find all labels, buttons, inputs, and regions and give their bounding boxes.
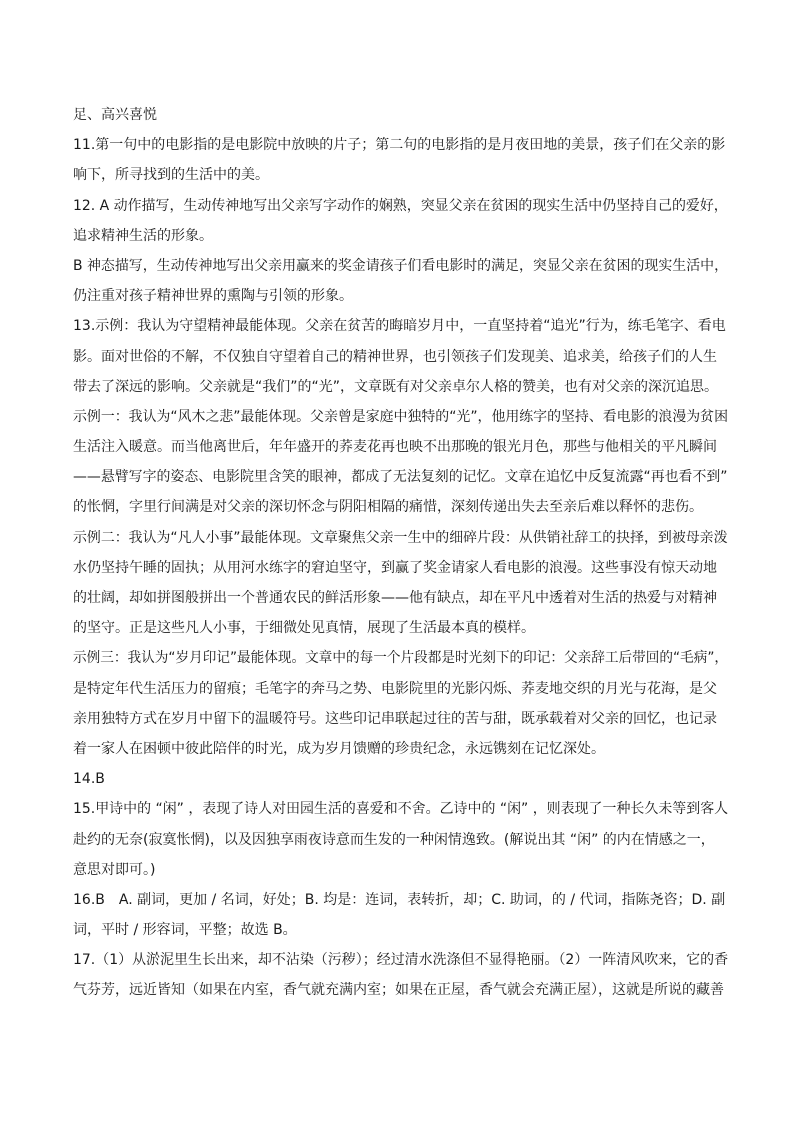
text-line: ——悬臂写字的姿态、电影院里含笑的眼神，都成了无法复刻的记忆。文章在追忆中反复流露“再也看不到” bbox=[73, 469, 728, 486]
text-line: 追求精神生活的形象。 bbox=[73, 227, 213, 244]
answer-paragraph bbox=[73, 100, 728, 130]
answer-paragraph bbox=[73, 945, 728, 1005]
answer-paragraph bbox=[73, 885, 728, 945]
text-line: 示例二：我认为“凡人小事”最能体现。文章聚焦父亲一生中的细碎片段：从供销社辞工的抉择，到被母亲泼 bbox=[73, 529, 728, 546]
text-line: 14.B bbox=[73, 771, 105, 788]
answer-paragraph bbox=[73, 130, 728, 190]
text-line: 的壮阔，却如拼图般拼出一个普通农民的鲜活形象——他有缺点，却在平凡中透着对生活的热爱与对精神 bbox=[73, 590, 717, 606]
answer-paragraph bbox=[73, 794, 728, 885]
text-line: 影。面对世俗的不解，不仅独自守望着自己的精神世界，也引领孩子们发现美、追求美，给孩子们的人生 bbox=[73, 348, 717, 365]
text-line: 词，平时 / 形容词，平整；故选 B。 bbox=[73, 922, 297, 939]
text-line: 气芬芳，远近皆知（如果在内室，香气就充满内室；如果在正屋，香气就会充满正屋），这就是所说的藏善 bbox=[73, 982, 724, 999]
text-line: 是特定年代生活压力的留痕；毛笔字的奔马之势、电影院里的光影闪烁、荞麦地交织的月光与花海，是父 bbox=[73, 680, 717, 697]
text-line: 足、高兴喜悦 bbox=[73, 107, 157, 123]
answer-paragraph bbox=[73, 643, 728, 764]
answer-paragraph bbox=[73, 251, 728, 311]
text-line: 示例三：我认为“岁月印记”最能体现。文章中的每一个片段都是时光刻下的印记：父亲辞工后带回的“毛病”， bbox=[73, 650, 729, 667]
text-line: 的怅惘，字里行间满是对父亲的深切怀念与阴阳相隔的痛惜，深刻传递出失去至亲后难以释怀的悲伤。 bbox=[73, 499, 703, 516]
answer-paragraph bbox=[73, 311, 728, 402]
text-line: 水仍坚持午睡的固执；从用河水练字的窘迫坚守，到赢了奖金请家人看电影的浪漫。这些事没有惊天动地 bbox=[73, 559, 717, 576]
text-line: 13.示例：我认为守望精神最能体现。父亲在贫苦的晦暗岁月中，一直坚持着“追光”行为，练毛笔字、看电 bbox=[73, 318, 726, 335]
text-line: 17.（1）从淤泥里生长出来，却不沾染（污秽）；经过清水洗涤但不显得艳丽。（2）一阵清风吹来，它的香 bbox=[73, 952, 729, 969]
text-line: 15.甲诗中的 “闲” ，表现了诗人对田园生活的喜爱和不舍。乙诗中的 “闲” ，则表现了一种长久未等到客人 bbox=[73, 801, 729, 818]
text-line: 12. A 动作描写，生动传神地写出父亲写字动作的娴熟，突显父亲在贫困的现实生活中仍坚持自己的爱好， bbox=[73, 197, 728, 214]
answer-text-body bbox=[73, 100, 728, 1006]
text-line: 亲用独特方式在岁月中留下的温暖符号。这些印记串联起过往的苦与甜，既承载着对父亲的回忆，也记录 bbox=[73, 710, 717, 727]
text-line: 的坚守。正是这些凡人小事，于细微处见真情，展现了生活最本真的模样。 bbox=[73, 620, 535, 637]
text-line: 16.B A. 副词，更加 / 名词，好处；B. 均是：连词，表转折，却；C. 助词，的 / 代词，指陈尧咨；D. 副 bbox=[73, 891, 726, 908]
answer-paragraph bbox=[73, 191, 728, 251]
text-line: 意思对即可。) bbox=[73, 861, 156, 878]
text-line: 赴约的无奈(寂寞怅惘)，以及因独享雨夜诗意而生发的一种闲情逸致。(解说出其 “闲” 的内在情感之一， bbox=[73, 831, 715, 848]
text-line: 着一家人在困顿中彼此陪伴的时光，成为岁月馈赠的珍贵纪念，永远镌刻在记忆深处。 bbox=[73, 740, 605, 757]
answer-paragraph bbox=[73, 402, 728, 523]
text-line: B 神态描写，生动传神地写出父亲用赢来的奖金请孩子们看电影时的满足，突显父亲在贫困的现实生活中， bbox=[73, 257, 728, 274]
text-line: 11.第一句中的电影指的是电影院中放映的片子；第二句的电影指的是月夜田地的美景，孩子们在父亲的影 bbox=[73, 137, 726, 154]
answer-paragraph bbox=[73, 764, 728, 794]
text-line: 示例一：我认为“风木之悲”最能体现。父亲曾是家庭中独特的“光”，他用练字的坚持、看电影的浪漫为贫困 bbox=[73, 408, 728, 425]
text-line: 带去了深远的影响。父亲就是“我们”的“光”，文章既有对父亲卓尔人格的赞美，也有对父亲的深沉追思。 bbox=[73, 378, 719, 395]
text-line: 仍注重对孩子精神世界的熏陶与引领的形象。 bbox=[73, 288, 353, 305]
answer-paragraph bbox=[73, 523, 728, 644]
text-line: 生活注入暖意。而当他离世后，年年盛开的荞麦花再也映不出那晚的银光月色，那些与他相关的平凡瞬间 bbox=[73, 439, 717, 456]
text-line: 响下，所寻找到的生活中的美。 bbox=[73, 167, 269, 184]
